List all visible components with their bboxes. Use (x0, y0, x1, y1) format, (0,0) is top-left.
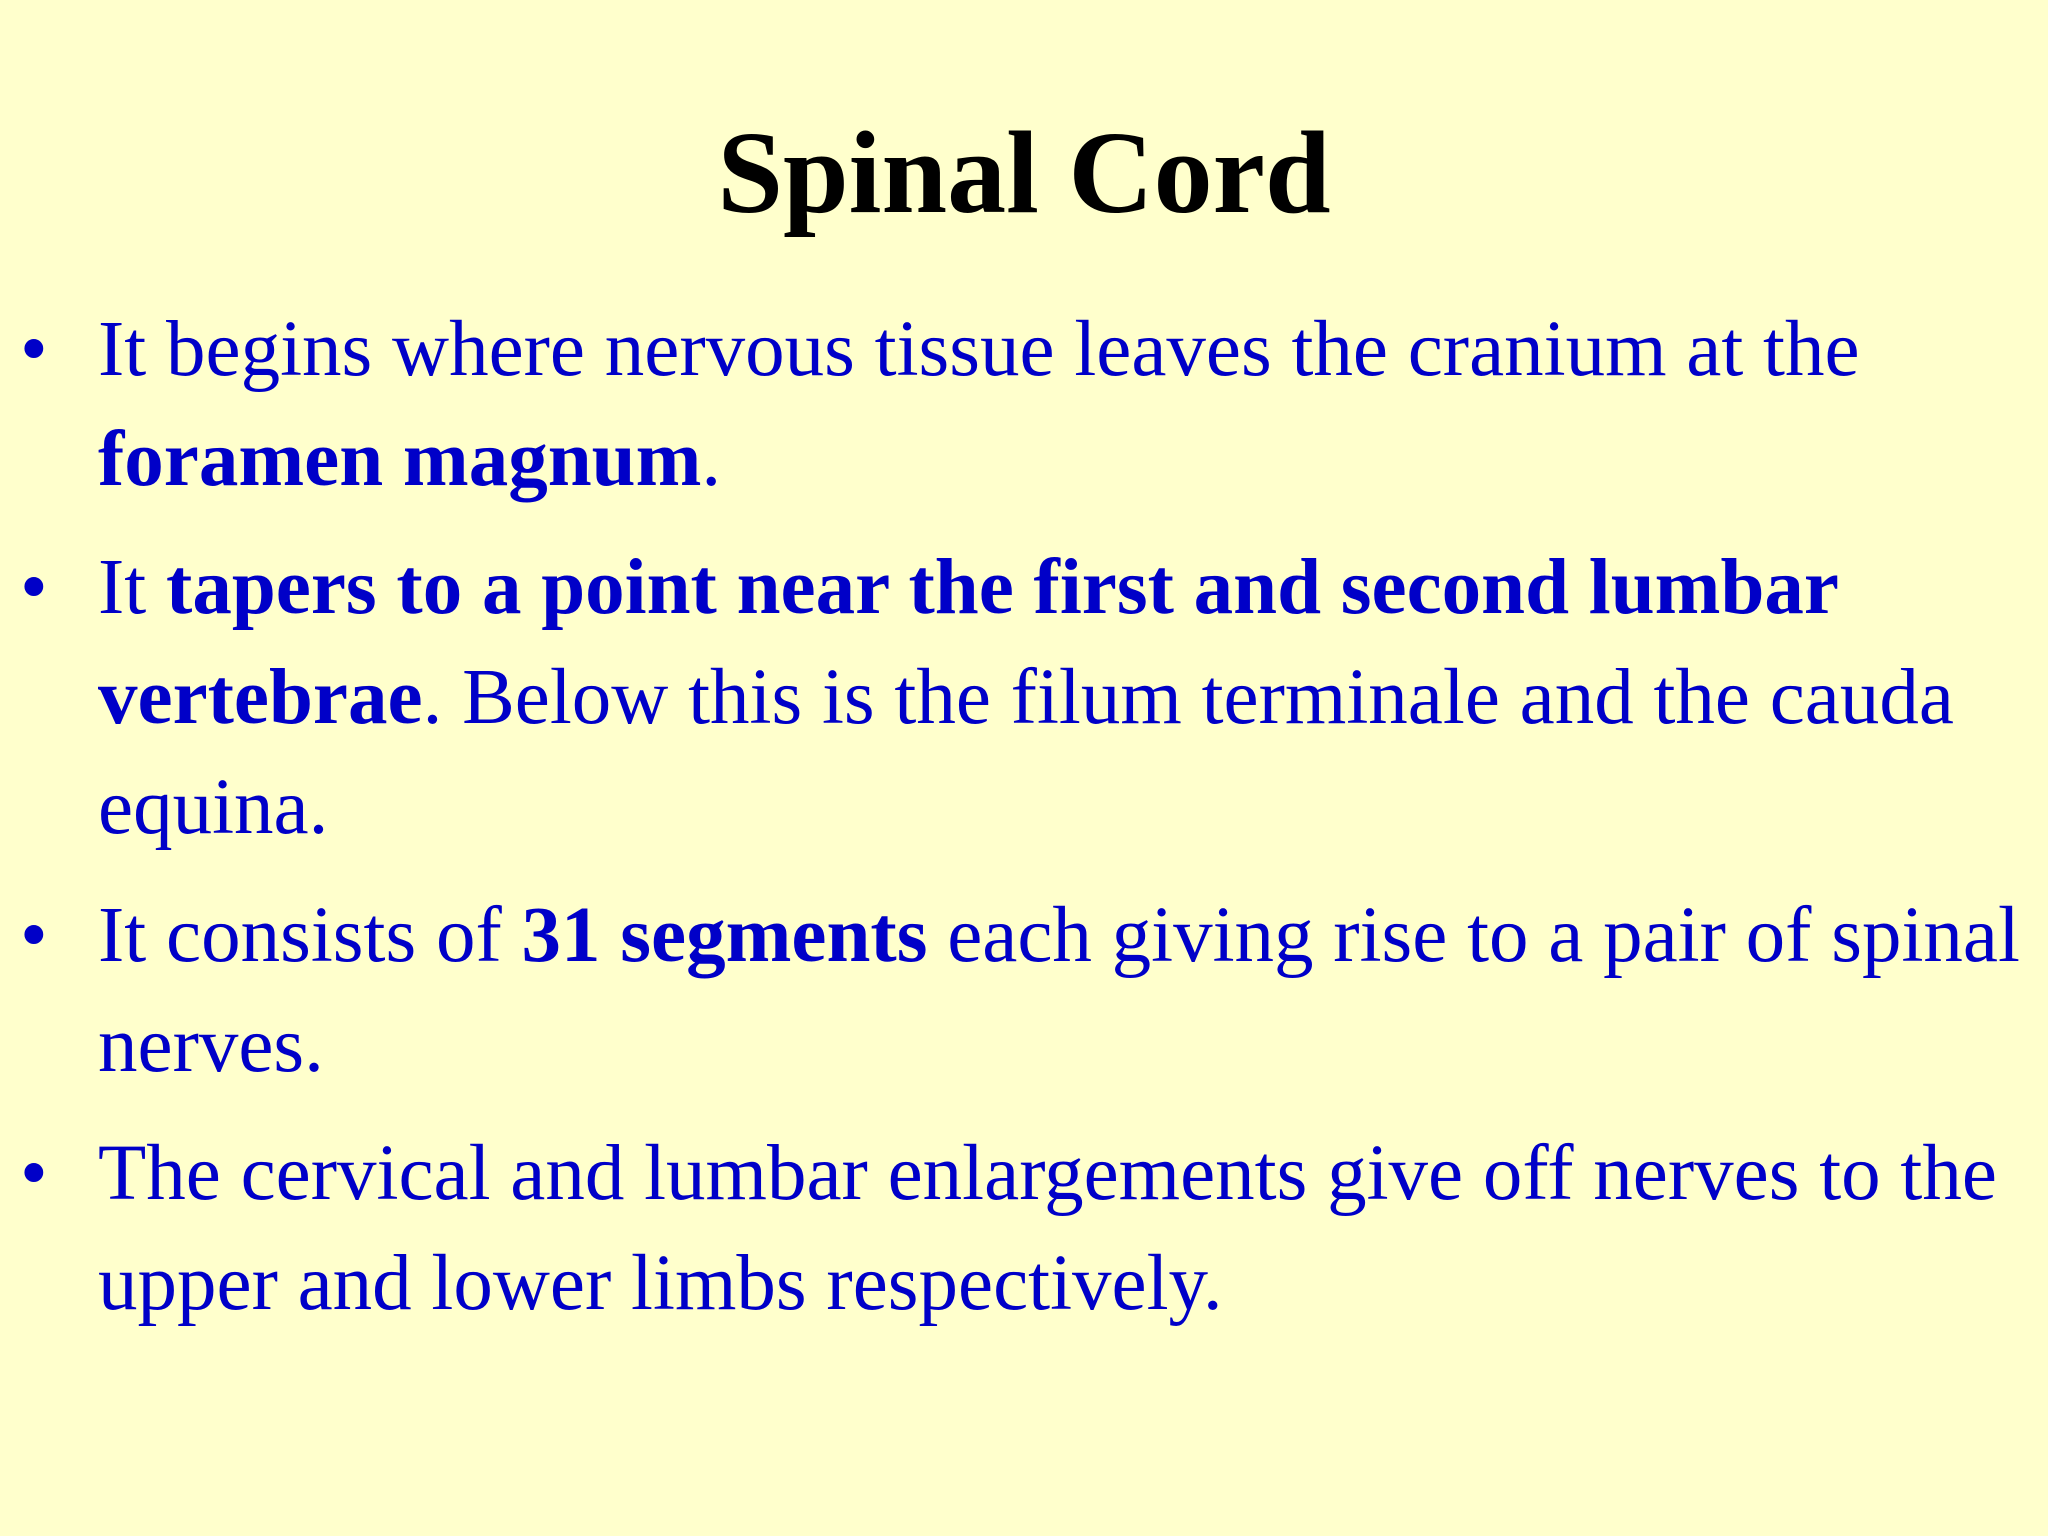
bullet-text: It (98, 544, 167, 631)
bullet-text: The cervical and lumbar enlargements give off nerves to the upper and lower limbs respectively. (98, 1130, 1997, 1327)
bullet-icon: • (20, 544, 48, 631)
bullet-text: . Below this is the filum terminale and the cauda equina. (98, 654, 1954, 851)
bullet-item-foramen-magnum (0, 295, 2048, 515)
bullet-text: It consists of (98, 892, 522, 979)
bullet-item-segments (0, 881, 2048, 1101)
bullet-item-tapers (0, 533, 2048, 863)
bullet-text: each giving rise to a pair of spinal nerves. (98, 892, 2020, 1089)
bullet-emphasis: foramen magnum (98, 416, 702, 503)
slide-title: Spinal Cord (717, 107, 1331, 238)
bullet-list (0, 295, 2048, 1357)
bullet-icon: • (20, 306, 48, 393)
bullet-text: . (701, 416, 722, 503)
bullet-emphasis: tapers to a point near the first and second lumbar vertebrae (98, 544, 1838, 741)
bullet-emphasis: 31 segments (521, 892, 928, 979)
bullet-icon: • (20, 892, 48, 979)
bullet-text: It begins where nervous tissue leaves the cranium at the (98, 306, 1860, 393)
bullet-icon: • (20, 1130, 48, 1217)
bullet-item-enlargements (0, 1119, 2048, 1339)
